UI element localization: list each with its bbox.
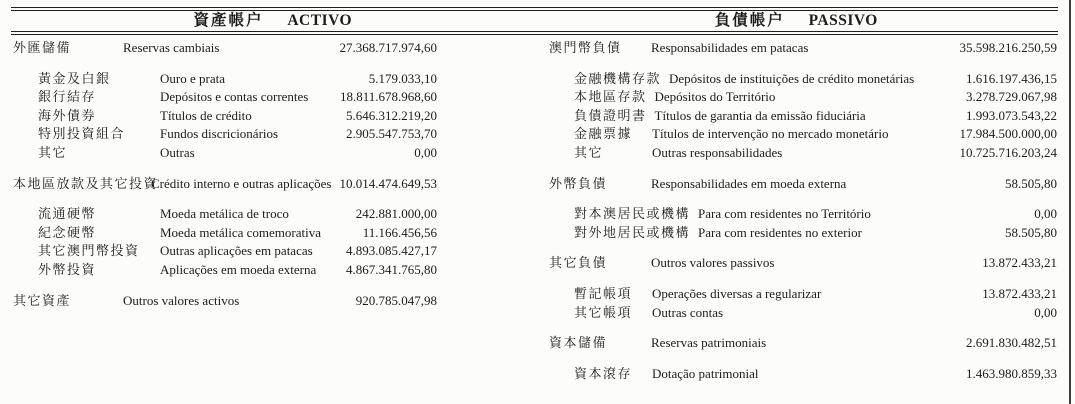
account-row: [549, 285, 1057, 304]
account-group: [549, 285, 1057, 322]
account-row: [13, 144, 437, 163]
account-label-zh: 黃金及白銀: [38, 70, 111, 86]
activo-header: [11, 11, 535, 31]
account-amount: 242.881.000,00: [355, 206, 437, 222]
account-label-pt: Títulos de garantia da emissão fiduciária: [654, 107, 866, 123]
account-label-pt: Outras responsabilidades: [652, 144, 783, 160]
account-label-pt: Títulos de intervenção no mercado monetário: [652, 126, 889, 142]
account-label-zh: 澳門幣負債: [549, 40, 622, 55]
account-amount: 2.691.830.482,51: [966, 335, 1057, 351]
activo-header-pt: ACTIVO: [287, 12, 353, 29]
account-label-pt: Depósitos do Território: [654, 89, 776, 105]
account-amount: 920.785.047,98: [355, 292, 437, 308]
account-label-zh: 暫記帳項: [574, 285, 633, 301]
right-frame-line: [1069, 0, 1071, 404]
account-row: [549, 365, 1057, 384]
account-label-pt: Operações diversas a regularizar: [652, 285, 822, 301]
account-label-zh: 負債證明書: [574, 107, 647, 123]
account-group: [549, 254, 1057, 273]
account-row: [549, 304, 1057, 323]
account-label-zh: 紀念硬幣: [38, 224, 97, 240]
account-row: [549, 107, 1057, 126]
account-row: [13, 70, 437, 89]
account-amount: 10.725.716.203,24: [959, 144, 1057, 160]
account-group: [549, 175, 1057, 194]
account-amount: 1.993.073.543,22: [966, 107, 1057, 123]
account-amount: 10.014.474.649,53: [339, 175, 437, 191]
account-label-zh: 金融票據: [574, 126, 633, 142]
activo-header-zh: 資產帳户: [193, 12, 264, 29]
account-amount: 13.872.433,21: [982, 285, 1057, 301]
account-label-zh: 其它澳門幣投資: [38, 243, 140, 259]
passivo-header-pt: PASSIVO: [808, 12, 878, 29]
account-group: [549, 39, 1057, 58]
account-label-pt: Responsabilidades em patacas: [651, 40, 809, 55]
account-label-pt: Outras contas: [652, 304, 724, 320]
passivo-header-zh: 負債帳户: [714, 12, 785, 29]
account-amount: 0,00: [1034, 304, 1057, 320]
account-amount: 5.179.033,10: [368, 70, 437, 86]
account-row: [13, 107, 437, 126]
account-amount: 17.984.500.000,00: [959, 126, 1057, 142]
account-amount: 18.811.678.968,60: [339, 89, 437, 105]
account-label-zh: 本地區放款及其它投資: [13, 175, 159, 191]
account-label-zh: 其它負債: [549, 255, 608, 271]
account-label-pt: Aplicações em moeda externa: [160, 261, 317, 277]
account-label-zh: 資本滾存: [574, 365, 633, 381]
account-label-zh: 外幣負債: [549, 175, 608, 191]
account-label-zh: 外幣投資: [38, 261, 97, 277]
account-label-zh: 其它資產: [13, 292, 72, 308]
account-label-pt: Moeda metálica de troco: [160, 206, 289, 222]
account-label-pt: Responsabilidades em moeda externa: [651, 175, 847, 191]
account-amount: 27.368.717.974,60: [339, 40, 437, 55]
account-label-zh: 外匯儲備: [13, 40, 72, 55]
account-row: [549, 224, 1057, 243]
account-label-pt: Dotação patrimonial: [652, 365, 759, 381]
account-amount: 4.893.085.427,17: [346, 243, 437, 259]
account-amount: 2.905.547.753,70: [346, 126, 437, 142]
account-group: [549, 334, 1057, 353]
account-row: [549, 70, 1057, 89]
account-label-zh: 流通硬幣: [38, 206, 97, 222]
account-label-zh: 其它帳項: [574, 304, 633, 320]
account-amount: 1.463.980.859,33: [966, 365, 1057, 381]
column-headers-band: [11, 7, 1058, 35]
account-label-pt: Depósitos e contas correntes: [160, 89, 309, 105]
account-amount: 5.646.312.219,20: [346, 107, 437, 123]
account-row: [13, 224, 437, 243]
account-row: [549, 39, 1057, 58]
account-amount: 0,00: [1034, 206, 1057, 222]
account-label-zh: 對本澳居民或機構: [574, 206, 691, 222]
account-label-zh: 本地區存款: [574, 89, 647, 105]
account-amount: 3.278.729.067,98: [966, 89, 1057, 105]
account-group: [13, 175, 437, 194]
account-row: [13, 88, 437, 107]
account-amount: 13.872.433,21: [982, 255, 1057, 271]
account-label-zh: 對外地居民或機構: [574, 224, 691, 240]
account-row: [13, 175, 437, 194]
account-row: [13, 242, 437, 261]
account-label-pt: Outros valores passivos: [651, 255, 775, 271]
account-label-pt: Depósitos de instituições de crédito monetárias: [669, 70, 915, 86]
accounts-content: [0, 35, 1075, 383]
account-amount: 0,00: [414, 144, 437, 160]
account-label-zh: 金融機構存款: [574, 70, 662, 86]
account-label-pt: Outros valores activos: [123, 292, 240, 308]
account-group: [549, 70, 1057, 163]
account-row: [549, 175, 1057, 194]
account-label-zh: 其它: [38, 144, 68, 160]
account-label-pt: Outras: [160, 144, 195, 160]
account-label-pt: Ouro e prata: [160, 70, 225, 86]
account-row: [549, 334, 1057, 353]
account-row: [13, 261, 437, 280]
account-label-zh: 銀行結存: [38, 89, 97, 105]
passivo-rows: [549, 39, 1057, 383]
account-label-zh: 海外債券: [38, 107, 97, 123]
account-label-zh: 其它: [574, 144, 604, 160]
account-row: [549, 254, 1057, 273]
account-amount: 58.505,80: [1005, 224, 1057, 240]
account-group: [13, 39, 437, 58]
account-row: [13, 292, 437, 311]
account-amount: 4.867.341.765,80: [346, 261, 437, 277]
account-label-zh: 資本儲備: [549, 335, 608, 351]
account-row: [13, 39, 437, 58]
activo-rows: [13, 39, 437, 383]
account-label-pt: Reservas patrimoniais: [651, 335, 767, 351]
account-row: [549, 88, 1057, 107]
account-label-pt: Moeda metálica comemorativa: [160, 224, 321, 240]
account-row: [549, 205, 1057, 224]
account-amount: 58.505,80: [1005, 175, 1057, 191]
account-group: [549, 205, 1057, 242]
account-row: [549, 144, 1057, 163]
account-row: [549, 125, 1057, 144]
account-amount: 11.166.456,56: [362, 224, 437, 240]
account-amount: 1.616.197.436,15: [966, 70, 1057, 86]
account-group: [13, 292, 437, 311]
account-label-pt: Outras aplicações em patacas: [160, 243, 313, 259]
account-label-pt: Crédito interno e outras aplicações: [151, 175, 332, 191]
account-label-pt: Para com residentes no exterior: [698, 224, 862, 240]
account-label-zh: 特別投資組合: [38, 126, 126, 142]
account-label-pt: Títulos de crédito: [160, 107, 252, 123]
account-label-pt: Fundos discricionários: [160, 126, 279, 142]
account-amount: 35.598.216.250,59: [959, 40, 1057, 55]
account-group: [13, 70, 437, 163]
account-label-pt: Para com residentes no Território: [698, 206, 871, 222]
account-row: [13, 125, 437, 144]
passivo-header: [535, 11, 1059, 31]
account-group: [549, 365, 1057, 384]
account-label-pt: Reservas cambiais: [123, 40, 220, 55]
account-group: [13, 205, 437, 279]
account-row: [13, 205, 437, 224]
